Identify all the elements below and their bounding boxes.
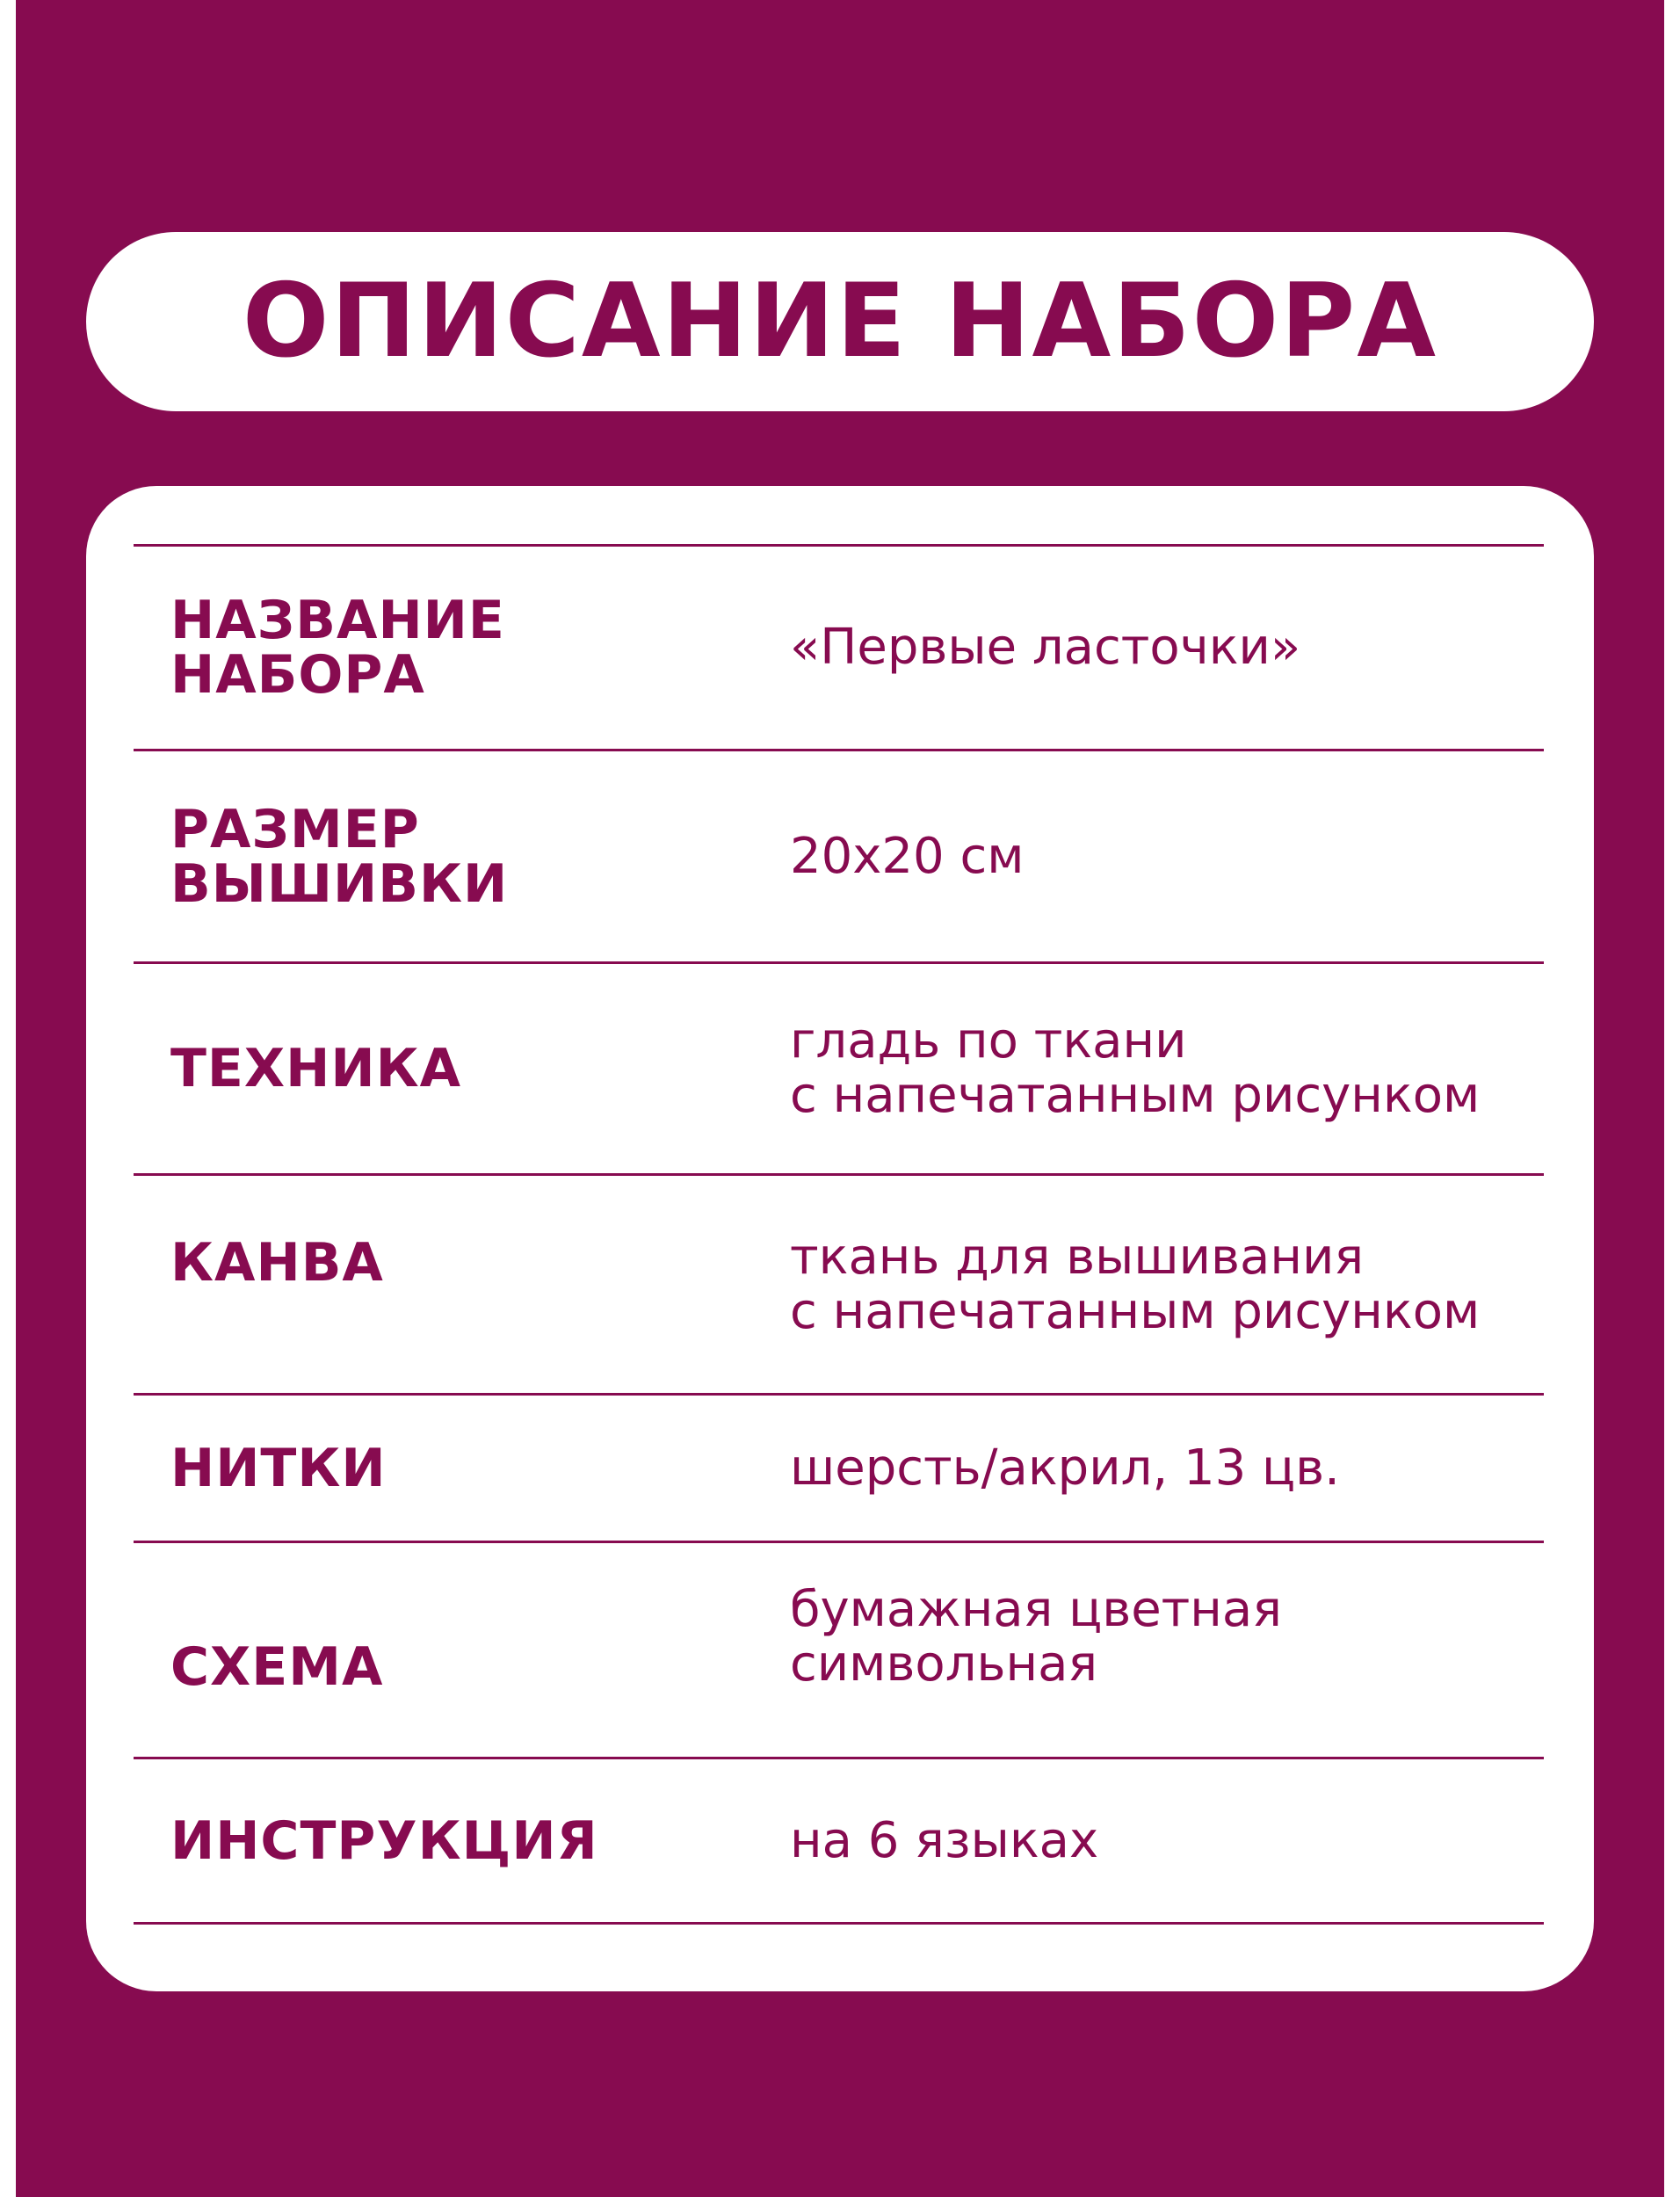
row-label-line: НАЗВАНИЕ [170,590,505,651]
row-value-line: шерсть/акрил, 13 цв. [790,1439,1340,1497]
row-label-line: НИТКИ [170,1437,387,1499]
row-value [790,1014,1546,1123]
row-label [170,1635,733,1698]
spec-row-instruction [134,1759,1544,1922]
row-value-line: «Первые ласточки» [790,619,1301,676]
row-label [170,1437,733,1499]
row-label-line: НАБОРА [170,644,425,706]
row-value-line: ткань для вышивания [790,1228,1365,1286]
spec-row-canvas [134,1176,1544,1393]
row-value [790,1230,1546,1339]
row-value [790,620,1546,675]
title-banner [86,232,1594,411]
row-label-line: ВЫШИВКИ [170,852,509,915]
row-label-line: КАНВА [170,1231,384,1294]
spec-row-technique [134,964,1544,1173]
spec-row-threads [134,1396,1544,1541]
row-value [790,1811,1546,1869]
row-label-line: ИНСТРУКЦИЯ [170,1809,598,1872]
divider [134,1922,1544,1925]
row-value-line: с напечатанным рисунком [790,1282,1481,1340]
row-value-line: с напечатанным рисунком [790,1067,1481,1124]
spec-card [86,486,1594,1991]
row-value-line: на 6 языках [790,1811,1099,1869]
row-value-line: 20х20 см [790,827,1025,885]
row-value [790,1580,1546,1693]
spec-row-name [134,547,1544,749]
row-value-line: символьная [790,1635,1098,1693]
row-label [170,1231,733,1294]
row-value [790,1441,1546,1496]
row-label [170,798,733,915]
row-label-line: РАЗМЕР [170,798,420,860]
row-label [170,590,733,706]
row-value-line: бумажная цветная [790,1580,1282,1638]
row-label-line: ТЕХНИКА [170,1038,462,1099]
spec-row-size [134,751,1544,961]
row-label [170,1038,733,1099]
row-value [790,827,1546,885]
page-title: ОПИСАНИЕ НАБОРА [242,262,1438,381]
spec-row-scheme [134,1543,1544,1757]
row-label [170,1809,733,1872]
row-label-line: СХЕМА [170,1635,384,1698]
row-value-line: гладь по ткани [790,1012,1187,1069]
